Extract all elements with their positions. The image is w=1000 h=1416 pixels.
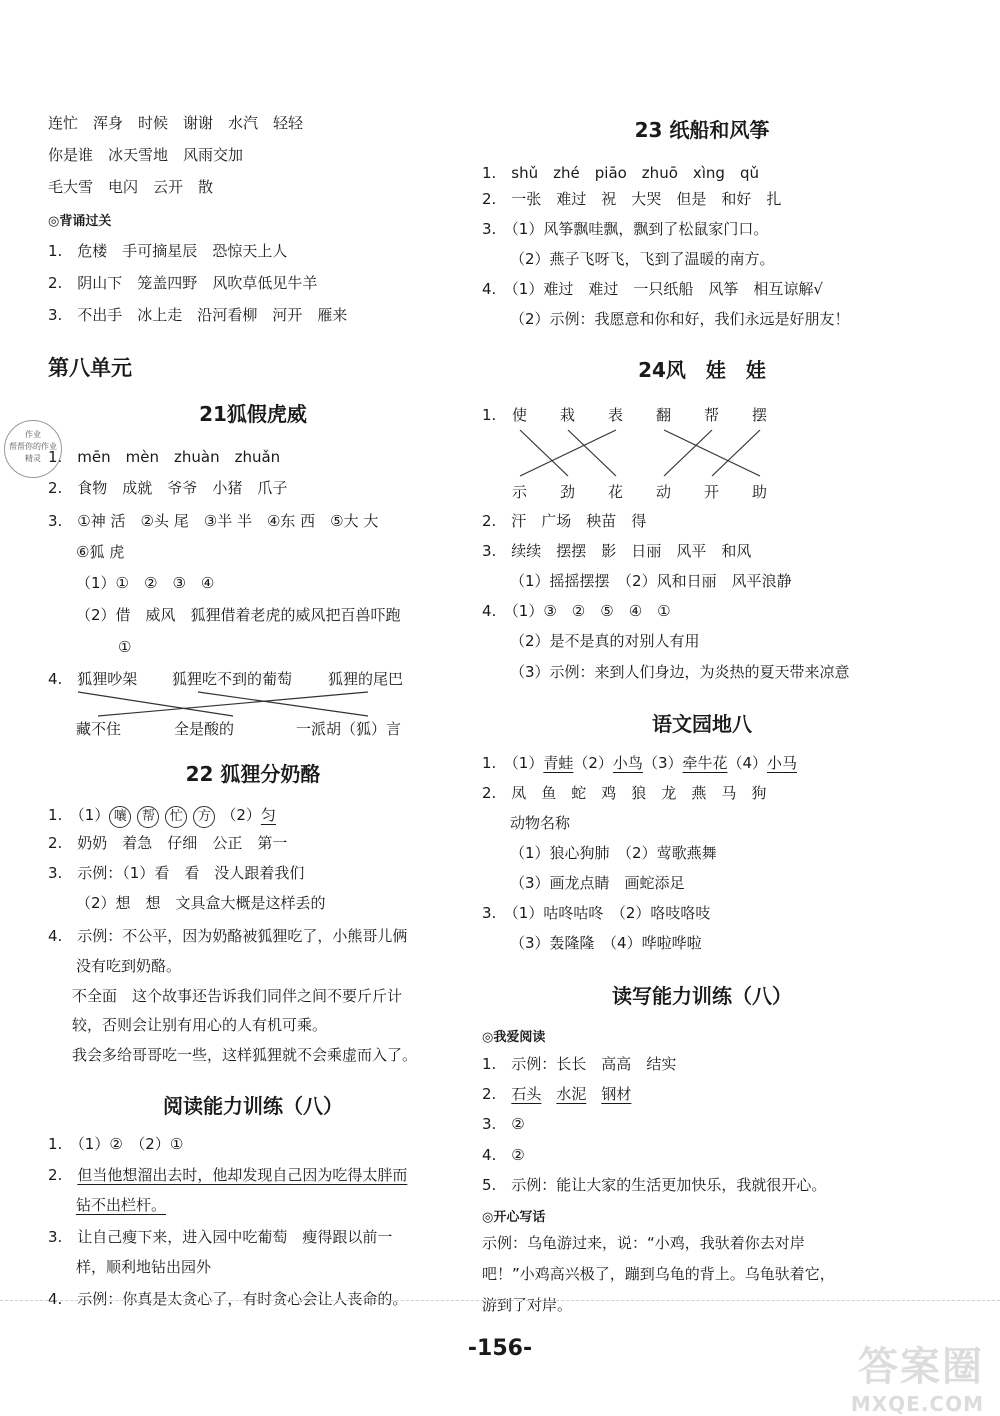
text-line <box>48 804 276 828</box>
text-line: ① <box>118 638 132 656</box>
text-line: 3. ② <box>482 1115 525 1133</box>
lesson-title: 23 纸船和风筝 <box>634 118 770 142</box>
match-item: 助 <box>752 483 768 501</box>
q1-tail: （2） <box>221 806 261 824</box>
text-line: 不全面 这个故事还告诉我们同伴之间不要斤斤计 <box>72 987 403 1005</box>
text-line: （1）摇摇摆摆 （2）风和日丽 风平浪静 <box>510 572 792 590</box>
section-header: ◎我爱阅读 <box>482 1030 546 1045</box>
match-item: 狐狸的尾巴 <box>328 670 404 688</box>
text-line: （1）① ② ③ ④ <box>76 574 215 592</box>
match-number: 1. <box>482 406 497 424</box>
text-line: 连忙 浑身 时候 谢谢 水汽 轻轻 <box>48 114 304 132</box>
text-line: 2. 阴山下 笼盖四野 风吹草低见牛羊 <box>48 274 318 292</box>
watermark-text: 答案圈 <box>858 1344 984 1390</box>
q-number: 2. <box>48 1166 63 1184</box>
text-line: 3. 不出手 冰上走 沿河看柳 河开 雁来 <box>48 306 348 324</box>
text-line: （2）示例：我愿意和你和好，我们永远是好朋友！ <box>510 310 850 328</box>
text-line: 3. 续续 摆摆 影 日丽 风平 和风 <box>482 542 752 560</box>
stamp-text: 精灵 <box>25 454 41 463</box>
footer-divider <box>0 1300 1000 1301</box>
text-line: 你是谁 冰天雪地 风雨交加 <box>48 146 244 164</box>
text-line: 较，否则会让别有用心的人有机可乘。 <box>72 1016 328 1034</box>
match-item: 藏不住 <box>76 720 122 738</box>
text-line: 吧！”小鸡高兴极了，蹦到乌龟的背上。乌龟驮着它， <box>482 1265 835 1283</box>
match-item: 开 <box>704 483 720 501</box>
match-item: 帮 <box>704 406 720 424</box>
text-line: 4. （1）难过 难过 一只纸船 风筝 相互谅解√ <box>482 280 823 298</box>
match-item: 狐狸吃不到的葡萄 <box>172 670 293 688</box>
text-line <box>482 1083 631 1105</box>
text-line: 示例：乌龟游过来，说：“小鸡，我驮着你去对岸 <box>482 1234 805 1252</box>
match-item: 使 <box>512 406 528 424</box>
q-number: 2. <box>482 1085 497 1103</box>
text-line: 1. 示例：长长 高高 结实 <box>482 1055 677 1073</box>
text-line: （3）画龙点睛 画蛇添足 <box>510 874 685 892</box>
underlined-char: 匀 <box>260 806 276 824</box>
q-prefix: （2） <box>573 754 613 772</box>
lesson-title: 22 狐狸分奶酪 <box>185 762 321 786</box>
text-line: 4. 示例：你真是太贪心了，有时贪心会让人丧命的。 <box>48 1290 408 1308</box>
stamp-text: 作业 <box>25 430 41 439</box>
text-line: 1. shǔ zhé piāo zhuō xìng qǔ <box>482 164 759 182</box>
matching-lines <box>48 690 458 718</box>
text-line: 2. 一张 难过 祝 大哭 但是 和好 扎 <box>482 190 782 208</box>
text-line: 我会多给哥哥吃一些，这样狐狸就不会乘虚而入了。 <box>72 1046 418 1064</box>
watermark-url: MXQE.COM <box>850 1392 984 1416</box>
text-line: （2）想 想 文具盒大概是这样丢的 <box>76 894 326 912</box>
text-line: 3. 让自己瘦下来，进入园中吃葡萄 瘦得跟以前一 <box>48 1228 393 1246</box>
underlined-answer: 石头 <box>511 1085 542 1103</box>
text-line: 样，顺利地钻出园外 <box>76 1258 212 1276</box>
text-line: 1. mēn mèn zhuàn zhuǎn <box>48 448 281 466</box>
circled-char: 嚷 <box>109 806 131 828</box>
text-line: 3. （1）咕咚咕咚 （2）咯吱咯吱 <box>482 904 711 922</box>
lesson-title: 读写能力训练（八） <box>612 984 792 1008</box>
underlined-text: 但当他想溜出去时，他却发现自己因为吃得太胖而 <box>77 1166 408 1184</box>
text-line: （3）轰隆隆 （4）哗啦哗啦 <box>510 934 702 952</box>
text-line: （2）借 威风 狐狸借着老虎的威风把百兽吓跑 <box>76 606 401 624</box>
text-line: 5. 示例：能让大家的生活更加快乐，我就很开心。 <box>482 1176 827 1194</box>
lesson-title: 语文园地八 <box>652 712 752 736</box>
match-item: 花 <box>608 483 624 501</box>
text-line: 游到了对岸。 <box>482 1296 573 1314</box>
section-header: ◎开心写话 <box>482 1210 546 1225</box>
text-line: 4. 示例：不公平，因为奶酪被狐狸吃了，小熊哥儿俩 <box>48 927 408 945</box>
text-line: 1. 危楼 手可摘星辰 恐惊天上人 <box>48 242 288 260</box>
text-line: 1. （1）② （2）① <box>48 1135 184 1153</box>
match-item: 4. 狐狸吵架 <box>48 670 138 688</box>
text-line <box>482 752 797 774</box>
page-number: -156- <box>467 1336 533 1361</box>
q1-prefix: 1. （1） <box>48 806 110 824</box>
text-line <box>48 1164 407 1186</box>
text-line <box>76 1194 166 1216</box>
underlined-answer: 牵牛花 <box>682 754 728 772</box>
text-line: 2. 奶奶 着急 仔细 公正 第一 <box>48 834 288 852</box>
matching-lines <box>482 428 782 478</box>
match-item: 一派胡（狐）言 <box>296 720 402 738</box>
text-line: （3）示例：来到人们身边，为炎热的夏天带来凉意 <box>510 663 850 681</box>
watermark-logo <box>754 1335 984 1416</box>
text-line: 4. （1）③ ② ⑤ ④ ① <box>482 602 671 620</box>
circled-char: 帮 <box>137 806 159 828</box>
text-line: 2. 凤 鱼 蛇 鸡 狼 龙 燕 马 狗 <box>482 784 767 802</box>
match-item: 劲 <box>560 483 576 501</box>
q-prefix: （3） <box>642 754 683 772</box>
text-line: 2. 汗 广场 秧苗 得 <box>482 512 647 530</box>
text-line: （1）狼心狗肺 （2）莺歌燕舞 <box>510 844 717 862</box>
text-line: 动物名称 <box>510 814 571 832</box>
q-prefix: 1. （1） <box>482 754 544 772</box>
stamp-text: 帮帮你的作业 <box>9 442 57 451</box>
match-item: 翻 <box>656 406 672 424</box>
text-line: 没有吃到奶酪。 <box>76 957 182 975</box>
match-item: 表 <box>608 406 624 424</box>
match-item: 动 <box>656 483 672 501</box>
text-line: 4. ② <box>482 1146 525 1164</box>
text-line: 毛大雪 电闪 云开 散 <box>48 178 214 196</box>
underlined-answer: 青蛙 <box>543 754 574 772</box>
unit-title: 第八单元 <box>48 356 132 380</box>
lesson-title: 阅读能力训练（八） <box>163 1094 343 1118</box>
underlined-answer: 水泥 <box>556 1085 587 1103</box>
circled-char: 忙 <box>165 806 187 828</box>
match-item: 示 <box>512 483 528 501</box>
match-item: 全是酸的 <box>174 720 235 738</box>
lesson-title: 24风 娃 娃 <box>638 358 766 382</box>
match-item: 栽 <box>560 406 576 424</box>
text-line: 3. ①神 活 ②头 尾 ③半 半 ④东 西 ⑤大 大 <box>48 512 379 530</box>
text-line: ⑥狐 虎 <box>76 543 125 561</box>
text-line: （2）燕子飞呀飞，飞到了温暖的南方。 <box>510 250 775 268</box>
underlined-answer: 小鸟 <box>612 754 643 772</box>
underlined-answer: 小马 <box>767 754 798 772</box>
text-line: 3. 示例：（1）看 看 没人跟着我们 <box>48 864 305 882</box>
underlined-answer: 钢材 <box>601 1085 632 1103</box>
circled-char: 方 <box>193 806 215 828</box>
match-item: 摆 <box>752 406 768 424</box>
text-line: （2）是不是真的对别人有用 <box>510 632 700 650</box>
q-prefix: （4） <box>727 754 768 772</box>
stamp-logo <box>4 420 62 478</box>
section-header: ◎背诵过关 <box>48 214 112 229</box>
lesson-title: 21狐假虎威 <box>199 402 307 426</box>
text-line: 3. （1）风筝飘哇飘，飘到了松鼠家门口。 <box>482 220 769 238</box>
text-line: 2. 食物 成就 爷爷 小猪 爪子 <box>48 479 288 497</box>
underlined-text: 钻不出栏杆。 <box>76 1196 167 1214</box>
